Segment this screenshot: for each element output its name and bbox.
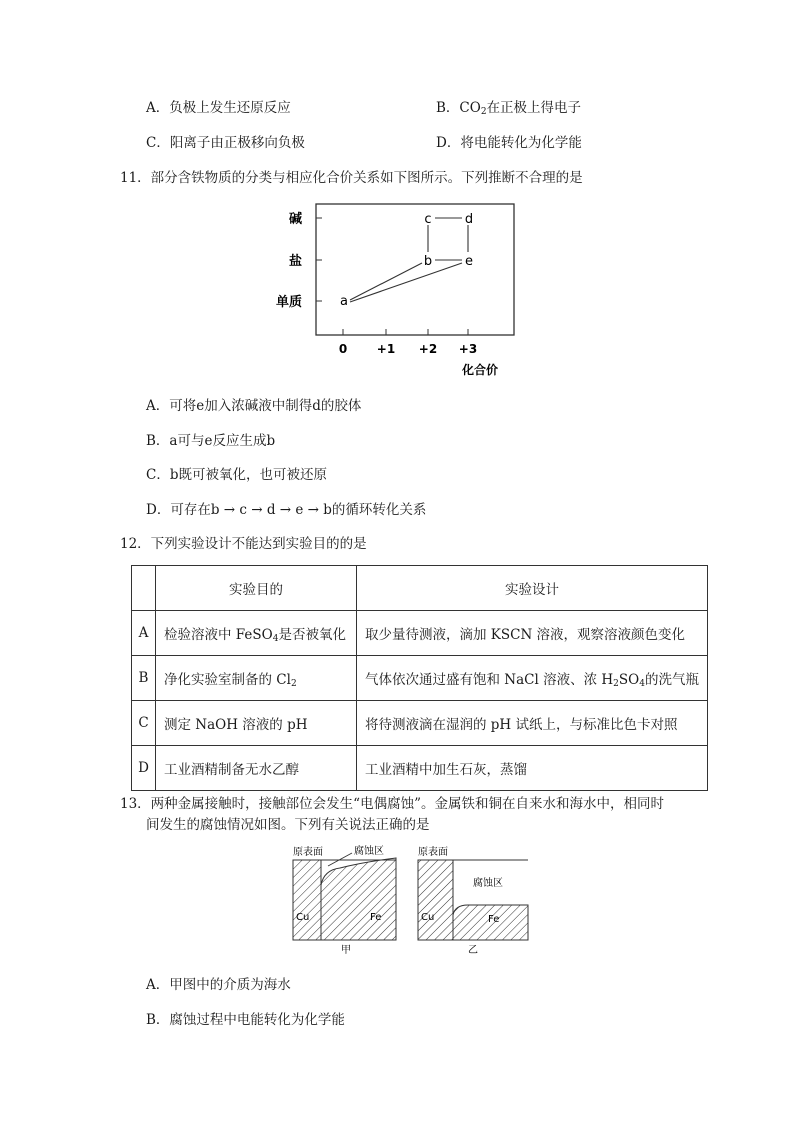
y-label-element: 单质 [275, 295, 302, 310]
q10-option-c: C．阳离子由正极移向负极 [146, 135, 305, 151]
row-key: A [132, 611, 156, 656]
zone-label-yi: 腐蚀区 [473, 878, 503, 889]
surface-label-jia: 原表面 [293, 847, 323, 858]
row-design: 工业酒精中加生石灰，蒸馏 [357, 746, 708, 791]
header-goal: 实验目的 [156, 566, 357, 611]
row-goal: 工业酒精制备无水乙醇 [156, 746, 357, 791]
q11-option-d: D．可存在b → c → d → e → b的循环转化关系 [146, 502, 427, 518]
caption-yi: 乙 [468, 945, 478, 956]
cu-label-yi: Cu [421, 912, 435, 923]
fe-block-jia [321, 858, 396, 940]
table-row [132, 611, 708, 656]
row-goal: 检验溶液中 FeSO$_4$是否被氧化 [156, 611, 357, 656]
cu-block-yi [418, 860, 453, 940]
iron-valence-chart [272, 196, 522, 380]
q11-option-a: A．可将e加入浓碱液中制得d的胶体 [146, 398, 362, 414]
q13-option-a: A．甲图中的介质为海水 [146, 977, 291, 993]
x-tick-label-0: 0 [338, 342, 348, 356]
table-row [132, 701, 708, 746]
table-row [132, 746, 708, 791]
q11-option-b: B．a可与e反应生成b [146, 433, 276, 449]
x-tick-label-3: +3 [458, 342, 478, 356]
q13-stem-line1: 13．两种金属接触时，接触部位会发生“电偶腐蚀”。金属铁和铜在自来水和海水中，相同时 [120, 796, 664, 812]
cu-label-jia: Cu [296, 912, 310, 923]
point-b: b [423, 254, 433, 269]
row-goal: 测定 NaOH 溶液的 pH [156, 701, 357, 746]
x-tick-label-1: +1 [376, 342, 396, 356]
point-a: a [340, 294, 348, 309]
figure-yi [418, 845, 528, 956]
point-c: c [424, 212, 432, 227]
line-a-e [350, 263, 462, 302]
row-key: D [132, 746, 156, 791]
row-key: B [132, 656, 156, 701]
x-axis-title: 化合价 [461, 363, 499, 377]
y-label-salt: 盐 [288, 254, 302, 269]
table-header-row [132, 566, 708, 611]
row-design: 气体依次通过盛有饱和 NaCl 溶液、浓 $H_2SO_4$的洗气瓶 [357, 656, 708, 701]
q10-option-d: D．将电能转化为化学能 [436, 135, 582, 151]
point-e: e [465, 254, 473, 269]
caption-jia: 甲 [341, 945, 351, 956]
q11-option-c: C．b既可被氧化，也可被还原 [146, 467, 327, 483]
table-row [132, 656, 708, 701]
q10-option-a: A．负极上发生还原反应 [146, 100, 291, 116]
row-goal: 净化实验室制备的 $Cl_2$ [156, 656, 357, 701]
chart-frame [316, 204, 514, 335]
header-design: 实验设计 [357, 566, 708, 611]
figure-jia [293, 844, 396, 956]
x-tick-label-2: +2 [418, 342, 438, 356]
fe-label-jia: Fe [370, 912, 382, 923]
q13-stem-line2: 间发生的腐蚀情况如图。下列有关说法正确的是 [146, 817, 430, 833]
row-key: C [132, 701, 156, 746]
row-design: 将待测液滴在湿润的 pH 试纸上，与标准比色卡对照 [357, 701, 708, 746]
surface-label-yi: 原表面 [418, 847, 448, 858]
line-a-b [350, 263, 422, 300]
q10-option-b: B．$CO_2$在正极上得电子 [436, 100, 582, 117]
experiment-table [131, 565, 708, 791]
header-key [132, 566, 156, 611]
y-label-base: 碱 [288, 212, 302, 227]
zone-label-jia: 腐蚀区 [354, 846, 384, 857]
corrosion-figure [288, 840, 533, 960]
cu-block-jia [293, 860, 321, 940]
fe-label-yi: Fe [488, 914, 500, 925]
q12-stem: 12．下列实验设计不能达到实验目的的是 [120, 536, 367, 552]
point-d: d [464, 212, 474, 227]
row-design: 取少量待测液，滴加 KSCN 溶液，观察溶液颜色变化 [357, 611, 708, 656]
q13-option-b: B．腐蚀过程中电能转化为化学能 [146, 1012, 345, 1028]
q11-stem: 11．部分含铁物质的分类与相应化合价关系如下图所示。下列推断不合理的是 [120, 170, 583, 186]
